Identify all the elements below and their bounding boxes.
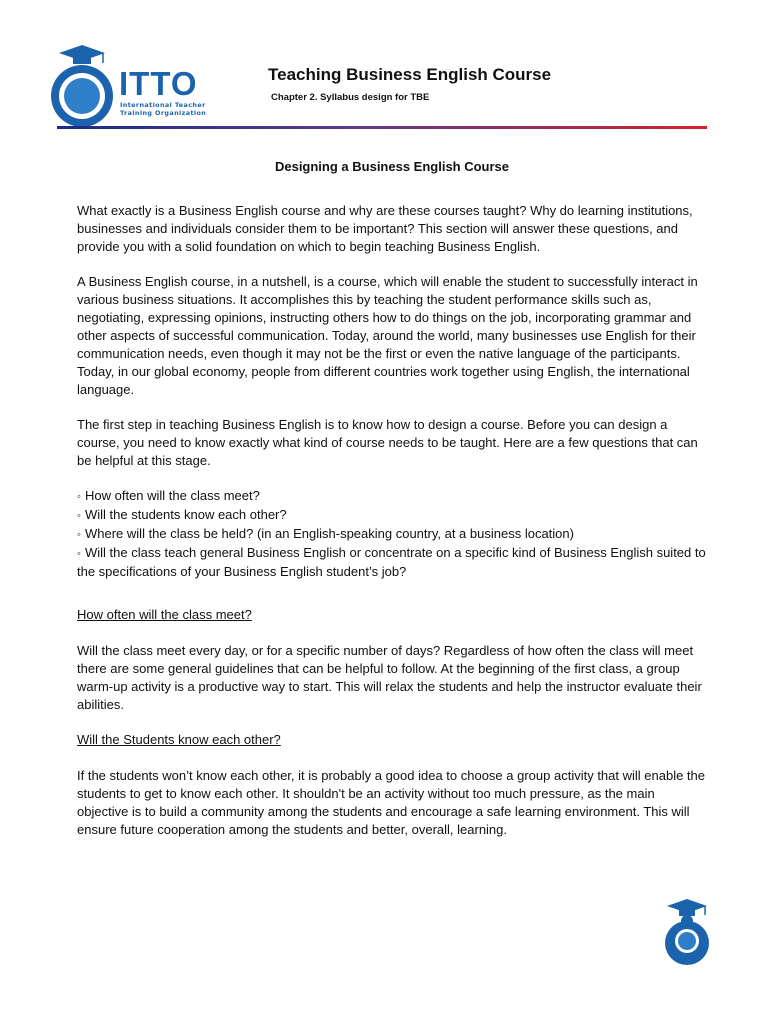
list-item-text: Will the students know each other?: [85, 507, 287, 522]
logo-subtitle-line1: International Teacher: [120, 101, 206, 109]
paragraph: The first step in teaching Business English is to know how to design a course. Before you can design a course, you need to know exactly what kind of course needs to be taught. Here are a few questions that can be helpful at this stage.: [77, 417, 698, 468]
logo-subtitle-line2: Training Organization: [120, 109, 207, 117]
section-heading: Will the Students know each other?: [77, 732, 281, 747]
list-item: [77, 487, 707, 506]
logo-subtitle: [120, 101, 230, 117]
header-divider: [57, 126, 707, 129]
list-item-text: How often will the class meet?: [85, 488, 260, 503]
bullet-icon: ◦: [77, 529, 81, 541]
question-list: [77, 487, 707, 581]
list-item-text: Will the class teach general Business English or concentrate on a specific kind of Business English suited to the specifications of your Business English student’s job?: [77, 545, 706, 579]
document-body: [77, 158, 707, 856]
list-item: [77, 525, 707, 544]
section-heading: How often will the class meet?: [77, 607, 252, 622]
paragraph: Will the class meet every day, or for a specific number of days? Regardless of how often the class will meet there are some general guidelines that can be helpful to follow. At the beginning of the first class, a group warm-up activity is a productive way to start. This will relax the students and help the instructor evaluate their abilities.: [77, 643, 702, 712]
chapter-subtitle: Chapter 2. Syllabus design for TBE: [271, 92, 430, 103]
globe-icon: [51, 65, 113, 127]
list-item: [77, 544, 707, 581]
course-title: Teaching Business English Course: [268, 65, 552, 84]
itto-logo: [49, 43, 219, 125]
paragraph: What exactly is a Business English course and why are these courses taught? Why do learning institutions, businesses and individuals consider them to be important? This section will answer these questions, and provide you with a solid foundation on which to begin teaching Business English.: [77, 203, 693, 254]
bullet-icon: ◦: [77, 491, 81, 503]
logo-wordmark: ITTO: [119, 65, 198, 102]
bullet-icon: ◦: [77, 510, 81, 522]
bullet-icon: ◦: [77, 548, 81, 560]
document-heading: Designing a Business English Course: [274, 159, 510, 174]
paragraph: If the students won’t know each other, it is probably a good idea to choose a group activity that will enable the students to get to know each other. It shouldn't be an activity without too much pressure, as the main objective is to build a community among the students and encourage a safe learning environment. This will ensure future cooperation among the students and better, overall, learning.: [77, 768, 705, 837]
list-item-text: Where will the class be held? (in an English-speaking country, at a business location): [85, 526, 574, 541]
graduate-figure-icon: [655, 897, 719, 967]
list-item: [77, 506, 707, 525]
paragraph: A Business English course, in a nutshell, is a course, which will enable the student to successfully interact in various business situations. It accomplishes this by teaching the student performance skills such as, negotiating, expressing opinions, instructing others how to do things on the job, incorporating grammar and other aspects of successful communication. Today, around the world, many businesses use English for their communication needs, even though it may not be the first or even the native language of the participants. Today, in our global economy, people from different countries work together using English, the international language.: [77, 274, 698, 397]
